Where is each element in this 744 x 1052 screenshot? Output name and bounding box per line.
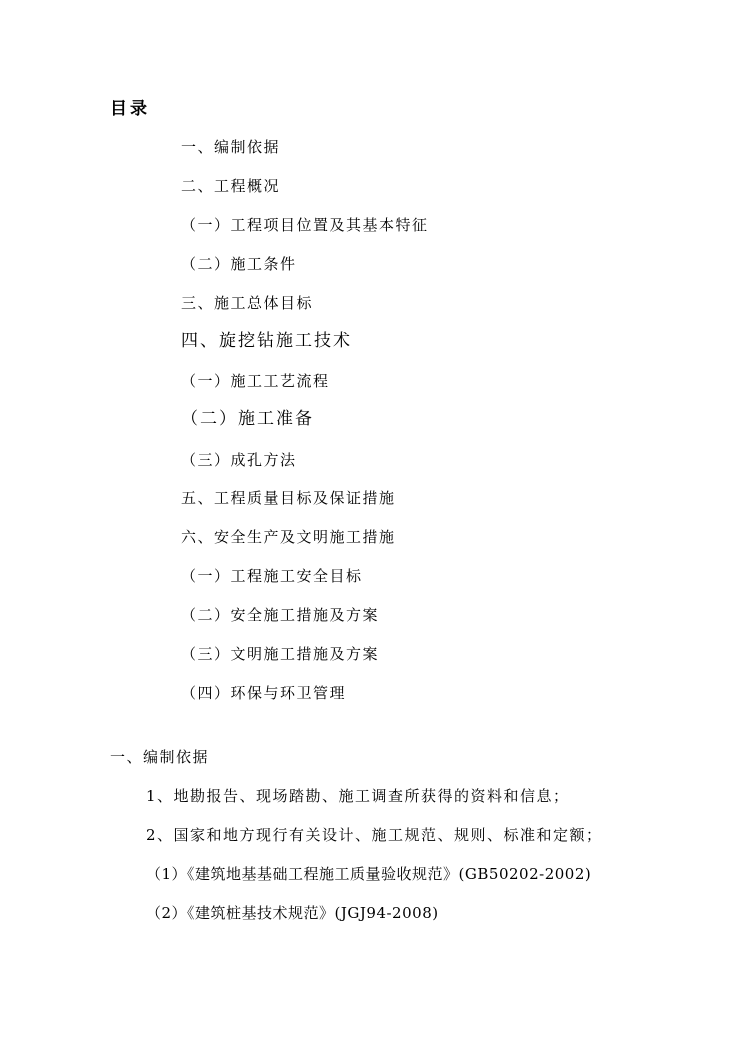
toc-item: （一）工程施工安全目标 — [181, 567, 363, 585]
toc-item: （二）安全施工措施及方案 — [181, 606, 380, 624]
toc-item: （三）成孔方法 — [181, 451, 297, 469]
toc-title: 目录 — [110, 99, 150, 119]
body-paragraph: 2、国家和地方现行有关设计、施工规范、规则、标准和定额； — [146, 826, 603, 844]
toc-item: （二）施工准备 — [181, 409, 314, 429]
toc-item: 一、编制依据 — [181, 138, 281, 156]
toc-item: （四）环保与环卫管理 — [181, 684, 347, 702]
toc-item: （二）施工条件 — [181, 255, 297, 273]
toc-item: 五、工程质量目标及保证措施 — [181, 489, 396, 507]
toc-item: （三）文明施工措施及方案 — [181, 645, 380, 663]
toc-item: 四、旋挖钻施工技术 — [181, 331, 352, 351]
toc-item: 二、工程概况 — [181, 177, 281, 195]
toc-item: （一）工程项目位置及其基本特征 — [181, 216, 429, 234]
body-paragraph: 1、地勘报告、现场踏勘、施工调查所获得的资料和信息； — [146, 787, 570, 805]
section-heading: 一、编制依据 — [110, 748, 210, 766]
toc-item: 六、安全生产及文明施工措施 — [181, 528, 396, 546]
body-paragraph: （1）《建筑地基基础工程施工质量验收规范》(GB50202-2002) — [146, 865, 592, 883]
toc-item: 三、施工总体目标 — [181, 294, 314, 312]
body-paragraph: （2）《建筑桩基技术规范》(JGJ94-2008) — [146, 904, 439, 922]
toc-item: （一）施工工艺流程 — [181, 372, 330, 390]
